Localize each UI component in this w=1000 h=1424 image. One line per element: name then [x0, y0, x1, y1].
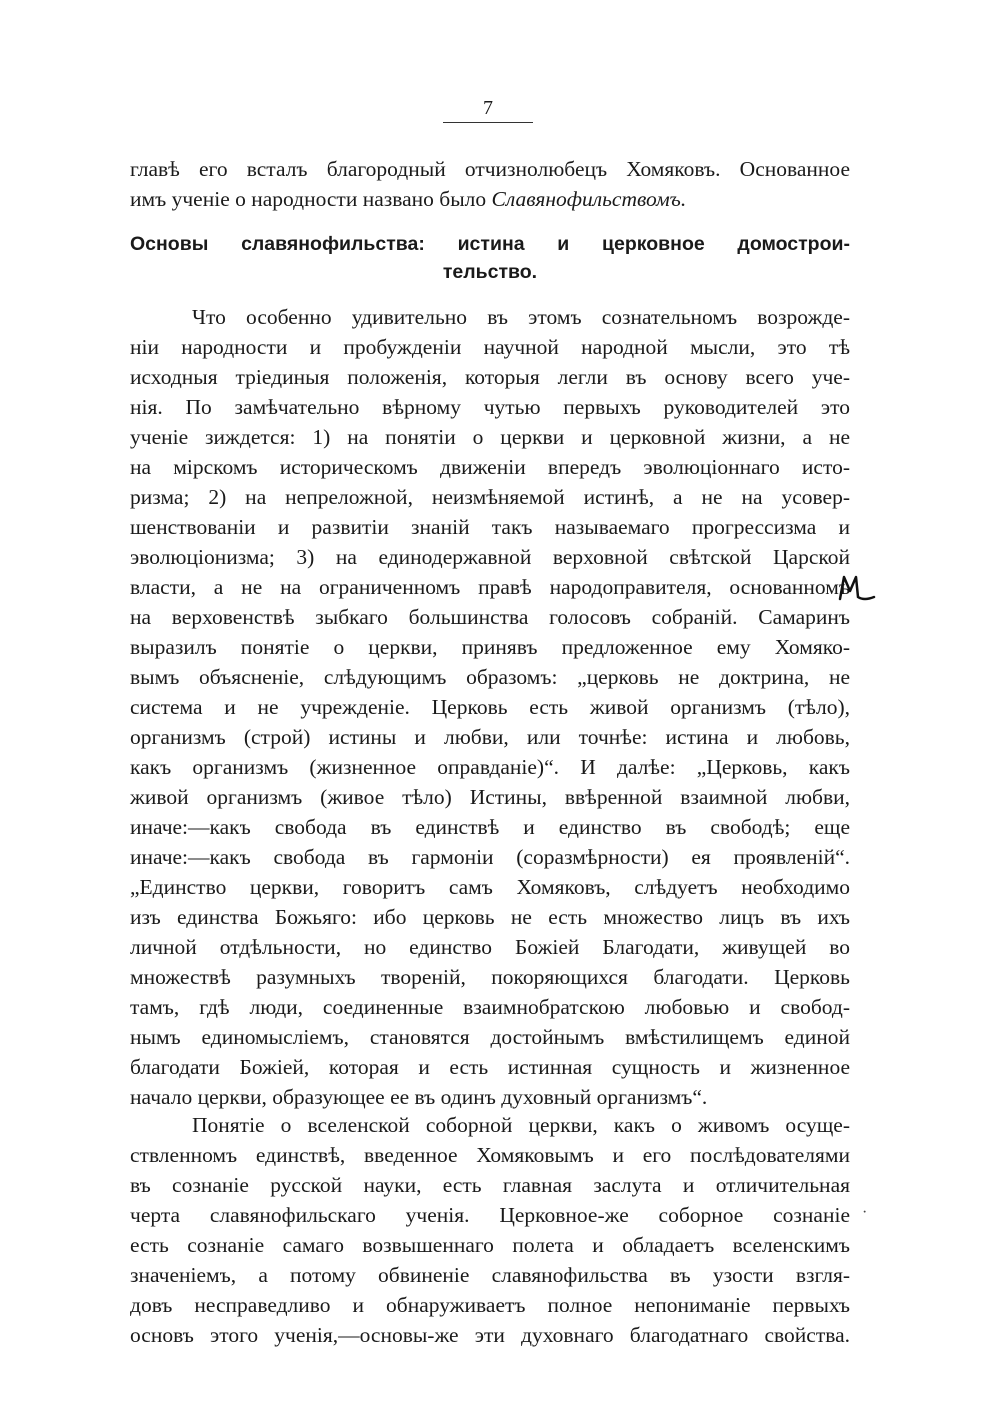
handwritten-mark-icon — [838, 573, 878, 603]
text-line: Понятіе о вселенской соборной церкви, какъ о живомъ осуще- — [192, 1113, 850, 1137]
text-line: черта славянофильскаго ученія. Церковное-же соборное сознаніе — [130, 1203, 850, 1227]
text-line: основъ этого ученія,—основы-же эти духовнаго благодатнаго свойства. — [130, 1323, 850, 1347]
text-line: вымъ объясненіе, слѣдующимъ образомъ: „церковь не доктрина, не — [130, 665, 850, 689]
section-heading — [130, 230, 850, 286]
text-line: множествѣ разумныхъ твореній, покоряющихся благодати. Церковь — [130, 965, 850, 989]
paragraph-2 — [130, 1110, 850, 1350]
text-line: ствленномъ единствѣ, введенное Хомяковымъ и его послѣдователями — [130, 1143, 850, 1167]
text-line: „Единство церкви, говоритъ самъ Хомяковъ, слѣдуетъ необходимо — [130, 875, 850, 899]
text-line: организмъ (строй) истины и любви, или точнѣе: истина и любовь, — [130, 725, 850, 749]
text-line: выразилъ понятіе о церкви, принявъ предложенное ему Хомяко- — [130, 635, 850, 659]
text-line: нія. По замѣчательно вѣрному чутью первыхъ руководителей это — [130, 395, 850, 419]
text-line: нымъ единомысліемъ, становятся достойнымъ вмѣстилищемъ единой — [130, 1025, 850, 1049]
text-line: есть сознаніе самаго возвышеннаго полета и обладаетъ вселенскимъ — [130, 1233, 850, 1257]
text-line: иначе:—какъ свобода въ единствѣ и единство въ свободѣ; еще — [130, 815, 850, 839]
text-line: система и не учрежденіе. Церковь есть живой организмъ (тѣло), — [130, 695, 850, 719]
page-number: 7 — [443, 96, 533, 123]
text-line: исходныя тріединыя положенія, которыя легли въ основу всего уче- — [130, 365, 850, 389]
text-line: какъ организмъ (жизненное оправданіе)“. И далѣе: „Церковь, какъ — [130, 755, 850, 779]
stray-mark: · — [862, 1204, 868, 1221]
text-line — [130, 184, 850, 214]
text-line: иначе:—какъ свобода въ гармоніи (соразмѣрности) ея проявленій“. — [130, 845, 850, 869]
text-line: шенствованіи и развитіи знаній такъ называемаго прогрессизма и — [130, 515, 850, 539]
intro-text: имъ ученіе о народности названо было — [130, 187, 492, 211]
text-line: на верховенствѣ зыбкаго большинства голосовъ собраній. Самаринъ — [130, 605, 850, 629]
text-line: на мірскомъ историческомъ движеніи впередъ эволюціоннаго исто- — [130, 455, 850, 479]
heading-line: тельство. — [442, 261, 538, 283]
handwritten-mark — [838, 573, 878, 609]
text-line: личной отдѣльности, но единство Божіей Благодати, живущей во — [130, 935, 850, 959]
text-line: благодати Божіей, которая и есть истинная сущность и жизненное — [130, 1055, 850, 1079]
text-line: начало церкви, образующее ее въ одинъ духовный организмъ“. — [130, 1085, 708, 1109]
text-line: ніи народности и пробужденіи научной народной мысли, это тѣ — [130, 335, 850, 359]
heading-line: Основы славянофильства: истина и церковное домострои- — [130, 233, 850, 255]
text-line: тамъ, гдѣ люди, соединенные взаимнобратскою любовью и свобод- — [130, 995, 850, 1019]
text-line: власти, а не на ограниченномъ правѣ народоправителя, основанномъ — [130, 575, 850, 599]
text-line: довъ несправедливо и обнаруживаетъ полное непониманіе первыхъ — [130, 1293, 850, 1317]
text-line: живой организмъ (живое тѣло) Истины, ввѣренной взаимной любви, — [130, 785, 850, 809]
text-line: Что особенно удивительно въ этомъ сознательномъ возрожде- — [192, 305, 850, 329]
text-line: изъ единства Божьяго: ибо церковь не есть множество лицъ въ ихъ — [130, 905, 850, 929]
text-line: главѣ его всталъ благородный отчизнолюбецъ Хомяковъ. Основанное — [130, 157, 850, 181]
text-line: ученіе зиждется: 1) на понятіи о церкви и церковной жизни, а не — [130, 425, 850, 449]
text-line: эволюціонизма; 3) на единодержавной верховной свѣтской Царской — [130, 545, 850, 569]
italic-term: Славянофильствомъ. — [491, 187, 687, 211]
paragraph-1 — [130, 302, 850, 1112]
text-line: значеніемъ, а потому обвиненіе славянофильства въ узости взгля- — [130, 1263, 850, 1287]
text-line: ризма; 2) на непреложной, неизмѣняемой истинѣ, а не на усовер- — [130, 485, 850, 509]
intro-paragraph — [130, 154, 850, 214]
text-line: въ сознаніе русской науки, есть главная заслута и отличительная — [130, 1173, 850, 1197]
